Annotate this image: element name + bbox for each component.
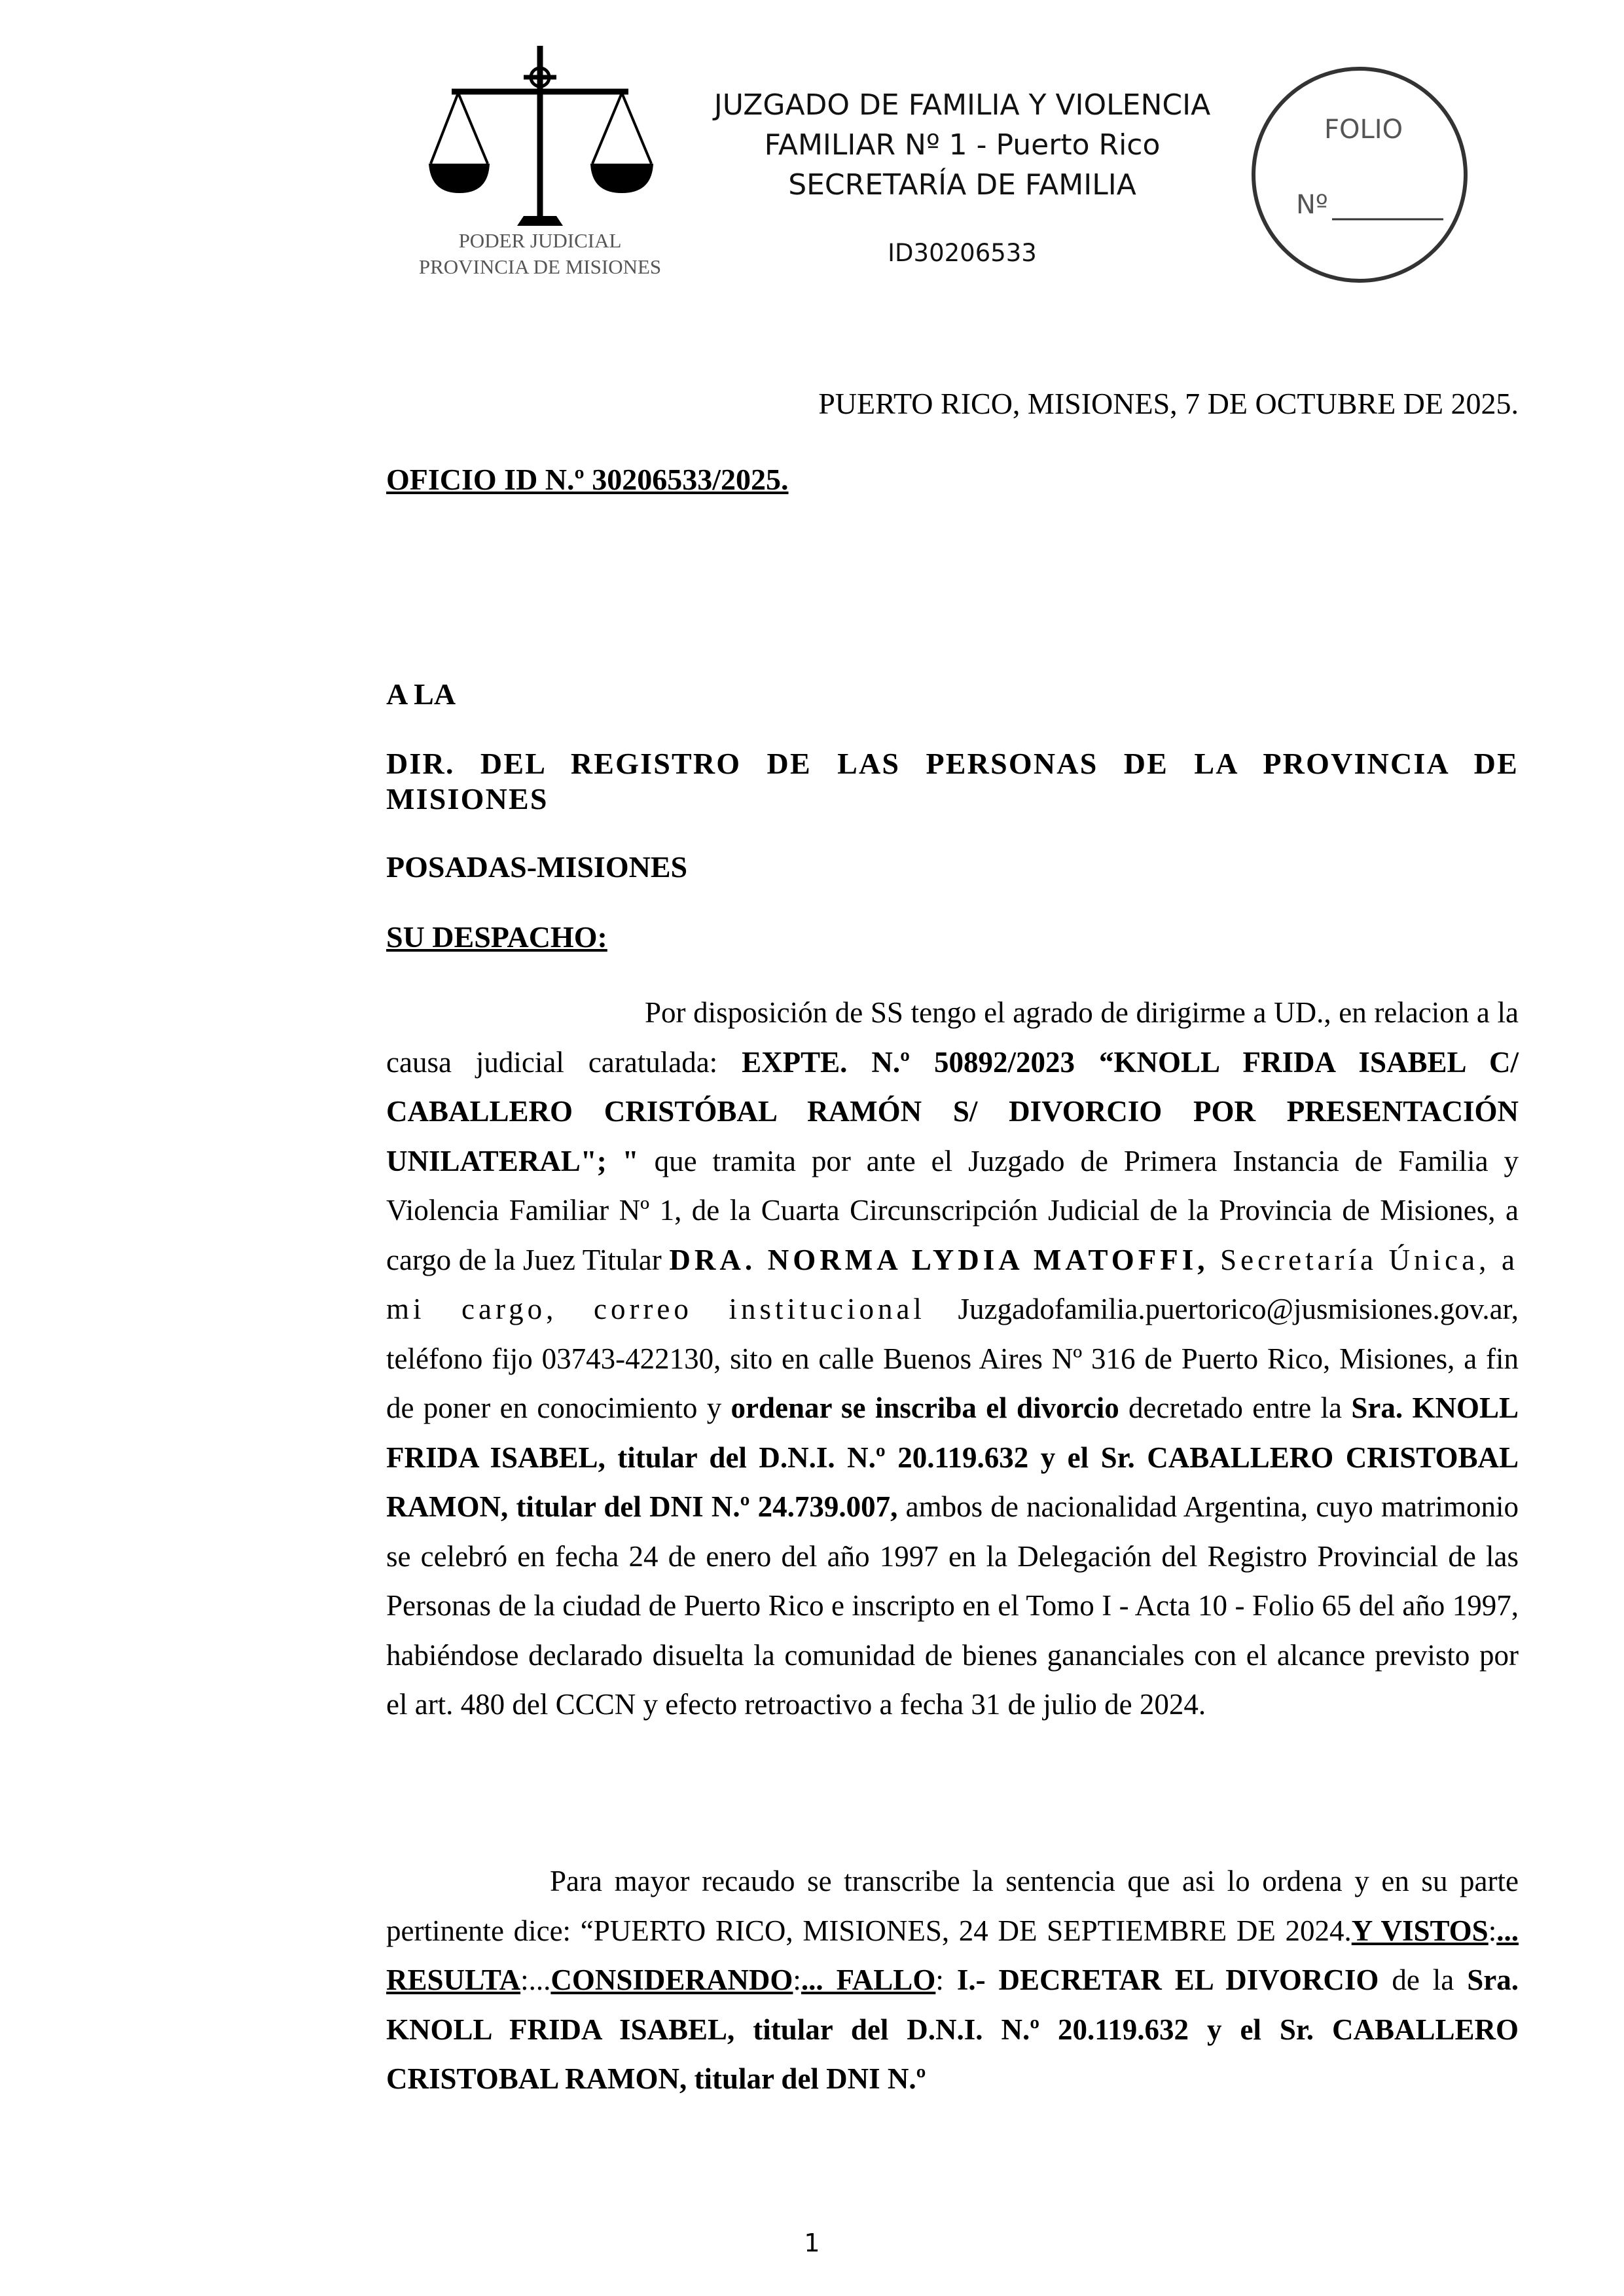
document-id: ID30206533 — [888, 239, 1037, 267]
addressee-office: SU DESPACHO: — [386, 920, 607, 954]
court-line-1: JUZGADO DE FAMILIA Y VIOLENCIA — [713, 88, 1211, 122]
court-line-3: SECRETARÍA DE FAMILIA — [788, 168, 1136, 202]
addressee-institution: DIR. DEL REGISTRO DE LAS PERSONAS DE LA PROVINCIA DE MISIONES — [386, 747, 1519, 816]
addressee-city: POSADAS-MISIONES — [386, 850, 688, 884]
body-paragraph-1: Por disposición de SS tengo el agrado de dirigirme a UD., en relacion a la causa judicial caratulada: EXPTE. N.º 50892/2023 “KNOLL FRIDA ISABEL C/ CABALLERO CRISTÓBAL RAMÓN S/ DIVORCIO POR PRESENTACIÓN UNILATERAL"; " que tramita por ante el Juzgado de Primera Instancia de Familia y Violencia Familiar Nº 1, de la Cuarta Circunscripción Judicial de la Provincia de Misiones, a cargo de la Juez Titular DRA. NORMA LYDIA MATOFFI, Secretaría Única, a mi cargo, correo institucional Juzgadofamilia.puertorico@jusmisiones.gov.ar, teléfono fijo 03743-422130, sito en calle Buenos Aires Nº 316 de Puerto Rico, Misiones, a fin de poner en conocimiento y ordenar se inscriba el divorcio decretado entre la Sra. KNOLL FRIDA ISABEL, titular del D.N.I. N.º 20.119.632 y el Sr. CABALLERO CRISTOBAL RAMON, titular del DNI N.º 24.739.007, ambos de nacionalidad Argentina, cuyo matrimonio se celebró en fecha 24 de enero del año 1997 en la Delegación del Registro Provincial de las Personas de la ciudad de Puerto Rico e inscripto en el Tomo I - Acta 10 - Folio 65 del año 1997, habiéndose declarado disuelta la comunidad de bienes gananciales con el alcance previsto por el art. 480 del CCCN y efecto retroactivo a fecha 31 de julio de 2024. — [386, 996, 1519, 1721]
folio-stamp — [1247, 62, 1473, 288]
oficio-id: OFICIO ID N.º 30206533/2025. — [386, 463, 789, 496]
court-line-2: FAMILIAR Nº 1 - Puerto Rico — [764, 128, 1161, 162]
logo-line-1: PODER JUDICIAL — [458, 229, 622, 252]
folio-circle-icon — [1247, 62, 1473, 288]
addressee-to: A LA — [386, 677, 456, 711]
body-paragraph-2: Para mayor recaudo se transcribe la sentencia que asi lo ordena y en su parte pertinente dice: “PUERTO RICO, MISIONES, 24 DE SEPTIEMBRE DE 2024.Y VISTOS:... RESULTA:...CONSIDERANDO:... FALLO: I.- DECRETAR EL DIVORCIO de la Sra. KNOLL FRIDA ISABEL, titular del D.N.I. N.º 20.119.632 y el Sr. CABALLERO CRISTOBAL RAMON, titular del DNI N.º — [386, 1865, 1519, 2095]
logo-line-2: PROVINCIA DE MISIONES — [418, 255, 662, 278]
folio-number-label: Nº — [1296, 190, 1328, 220]
judicial-seal-logo — [399, 39, 681, 295]
scales-of-justice-icon — [425, 39, 655, 229]
court-header — [694, 85, 1231, 205]
page-number: 1 — [804, 2229, 820, 2257]
date-line: PUERTO RICO, MISIONES, 7 DE OCTUBRE DE 2025. — [818, 387, 1519, 420]
folio-label: FOLIO — [1324, 115, 1403, 145]
